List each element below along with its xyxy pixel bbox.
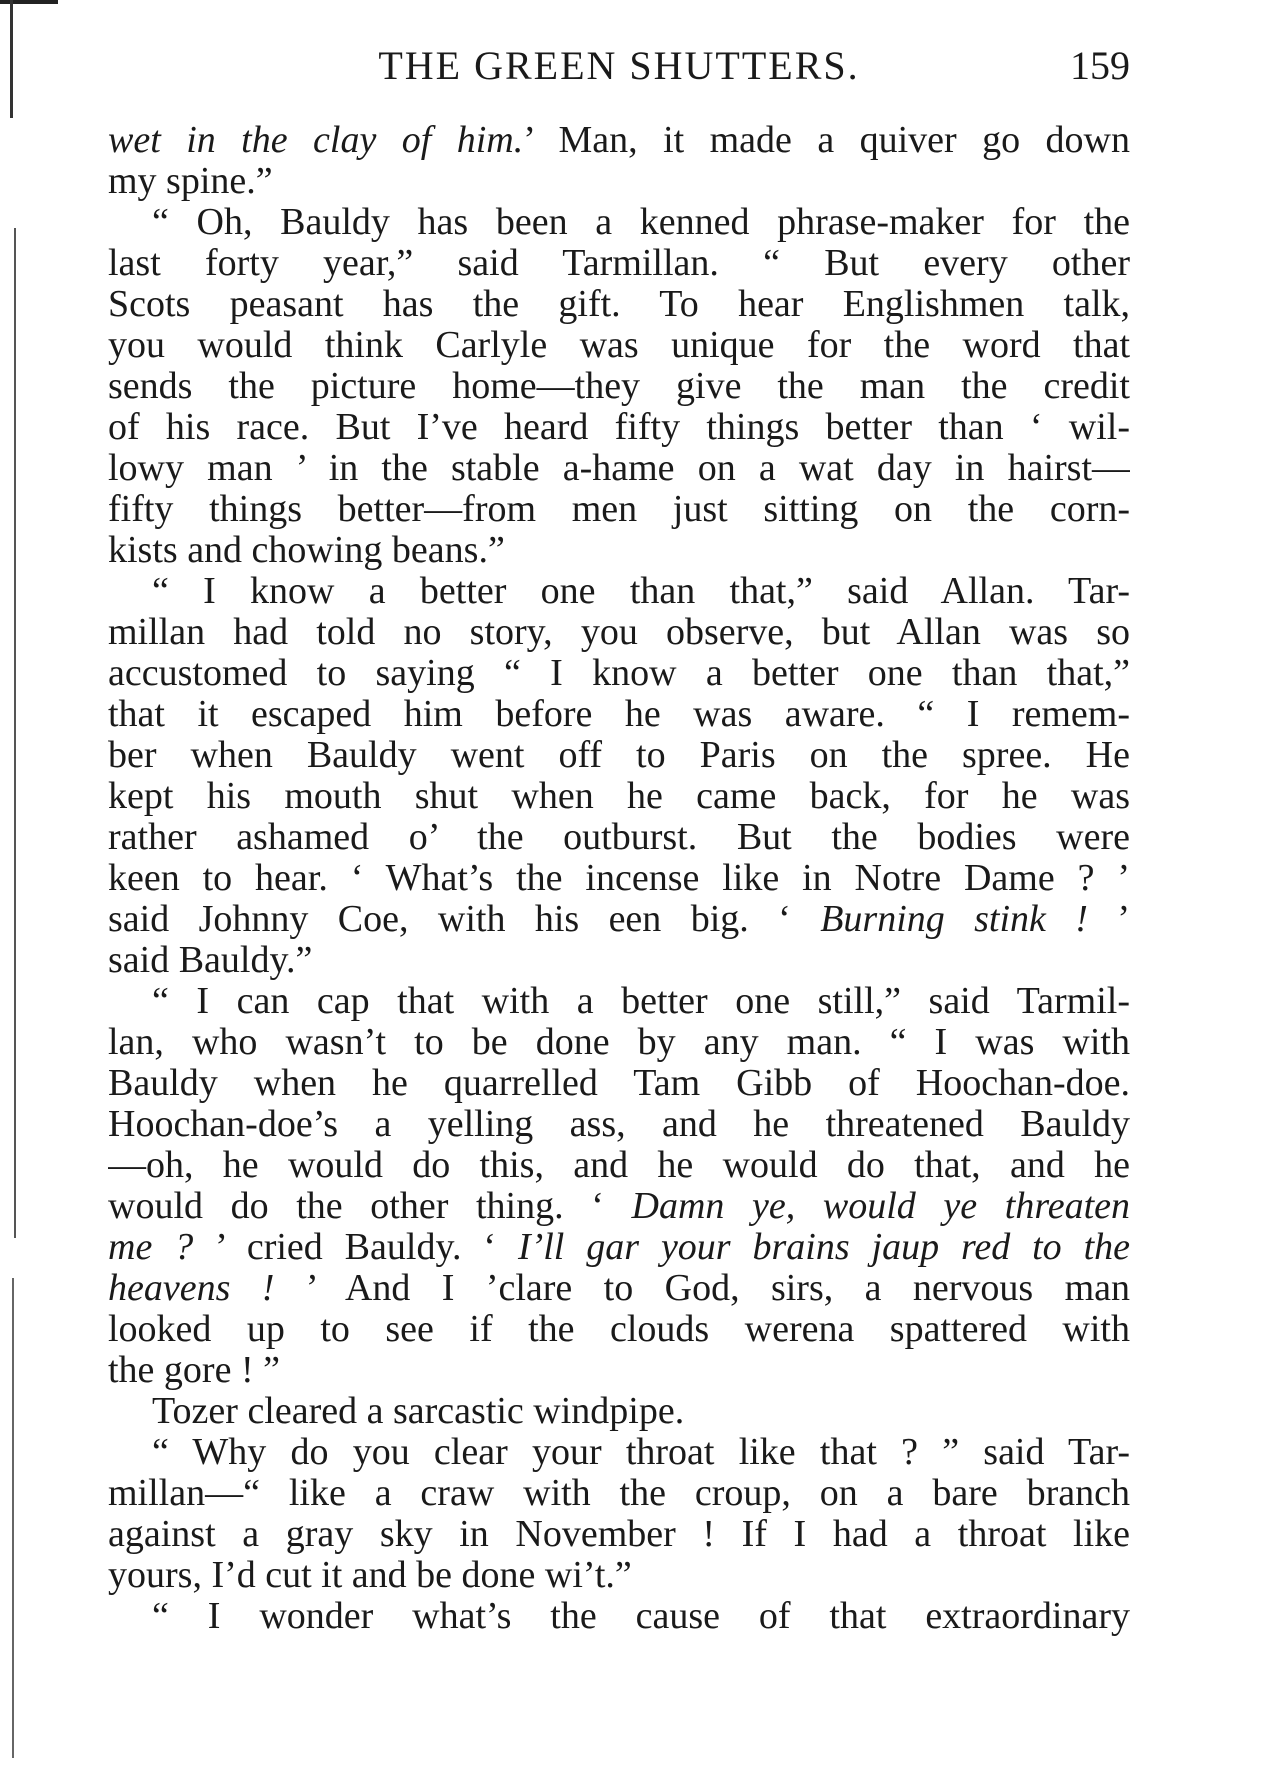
text-run: “ Why do you clear your throat like that ? ” said Tar-	[152, 1432, 1130, 1473]
text-run: ’	[1087, 899, 1130, 940]
text-line	[108, 1596, 1130, 1637]
text-run: Tozer cleared a sarcastic windpipe.	[152, 1391, 685, 1432]
text-line	[108, 284, 1130, 325]
text-run: keen to hear. ‘ What’s the incense like in Notre Dame ? ’	[108, 858, 1130, 899]
text-run: last forty year,” said Tarmillan. “ But every other	[108, 243, 1130, 284]
running-head	[108, 38, 1130, 94]
italic-run: Burning stink !	[820, 899, 1088, 940]
text-run: Scots peasant has the gift. To hear Englishmen talk,	[108, 284, 1130, 325]
text-line	[108, 448, 1130, 489]
italic-run: Damn ye, would ye threaten	[631, 1186, 1130, 1227]
scan-edge-left	[10, 0, 13, 118]
text-line	[108, 1473, 1130, 1514]
text-line	[108, 1514, 1130, 1555]
italic-run: me ?	[108, 1227, 194, 1268]
text-line	[108, 694, 1130, 735]
text-line	[108, 981, 1130, 1022]
text-run: said Johnny Coe, with his een big. ‘	[108, 899, 821, 940]
text-line	[108, 1145, 1130, 1186]
text-run: lowy man ’ in the stable a-hame on a wat day in hairst—	[108, 448, 1130, 489]
text-line	[108, 735, 1130, 776]
text-line	[108, 366, 1130, 407]
page-number: 159	[1070, 43, 1130, 88]
text-run: kept his mouth shut when he came back, for he was	[108, 776, 1130, 817]
text-run: ’ Man, it made a quiver go down	[523, 120, 1130, 161]
text-line	[108, 1104, 1130, 1145]
text-line	[108, 1186, 1130, 1227]
text-line	[108, 407, 1130, 448]
text-line	[108, 202, 1130, 243]
text-line	[108, 120, 1130, 161]
text-line	[108, 653, 1130, 694]
text-run: lan, who wasn’t to be done by any man. “ I was with	[108, 1022, 1130, 1063]
text-run: millan—“ like a craw with the croup, on a bare branch	[108, 1473, 1130, 1514]
text-run: “ I can cap that with a better one still,” said Tarmil-	[152, 981, 1130, 1022]
text-line	[108, 1350, 1130, 1391]
text-line	[108, 1391, 1130, 1432]
text-line	[108, 530, 1130, 571]
text-line	[108, 161, 1130, 202]
text-run: said Bauldy.”	[108, 940, 313, 981]
text-line	[108, 1063, 1130, 1104]
text-run: kists and chowing beans.”	[108, 530, 505, 571]
text-run: you would think Carlyle was unique for the word that	[108, 325, 1130, 366]
text-line	[108, 776, 1130, 817]
text-line	[108, 1432, 1130, 1473]
text-run: against a gray sky in November ! If I had a throat like	[108, 1514, 1130, 1555]
text-run: millan had told no story, you observe, but Allan was so	[108, 612, 1130, 653]
text-run: ber when Bauldy went off to Paris on the spree. He	[108, 735, 1130, 776]
text-line	[108, 1309, 1130, 1350]
text-run: rather ashamed o’ the outburst. But the bodies were	[108, 817, 1130, 858]
text-run: yours, I’d cut it and be done wi’t.”	[108, 1555, 632, 1596]
text-run: ’ And I ’clare to God, sirs, a nervous man	[274, 1268, 1130, 1309]
text-run: sends the picture home—they give the man the credit	[108, 366, 1130, 407]
text-line	[108, 940, 1130, 981]
scan-edge-left-lower	[14, 228, 16, 1238]
text-run: would do the other thing. ‘	[108, 1186, 632, 1227]
text-run: “ I wonder what’s the cause of that extraordinary	[152, 1596, 1130, 1637]
text-run: my spine.”	[108, 161, 273, 202]
text-run: —oh, he would do this, and he would do that, and he	[108, 1145, 1130, 1186]
text-line	[108, 489, 1130, 530]
text-run: ’ cried Bauldy. ‘	[193, 1227, 518, 1268]
text-line	[108, 858, 1130, 899]
text-line	[108, 1555, 1130, 1596]
text-run: the gore ! ”	[108, 1350, 280, 1391]
text-run: “ I know a better one than that,” said Allan. Tar-	[152, 571, 1130, 612]
text-line	[108, 899, 1130, 940]
text-line	[108, 1022, 1130, 1063]
text-line	[108, 1268, 1130, 1309]
text-run: Hoochan-doe’s a yelling ass, and he threatened Bauldy	[108, 1104, 1130, 1145]
italic-run: wet in the clay of him.	[108, 120, 524, 161]
text-run: Bauldy when he quarrelled Tam Gibb of Hoochan-doe.	[108, 1063, 1130, 1104]
scan-edge-left-bottom	[12, 1278, 14, 1758]
text-line	[108, 571, 1130, 612]
italic-run: I’ll gar your brains jaup red to the	[517, 1227, 1130, 1268]
text-run: fifty things better—from men just sitting on the corn-	[108, 489, 1130, 530]
text-line	[108, 817, 1130, 858]
text-run: accustomed to saying “ I know a better one than that,”	[108, 653, 1130, 694]
text-line	[108, 325, 1130, 366]
text-line	[108, 243, 1130, 284]
text-run: of his race. But I’ve heard fifty things better than ‘ wil-	[108, 407, 1130, 448]
running-title: THE GREEN SHUTTERS.	[378, 43, 860, 88]
scan-edge-top	[0, 0, 58, 4]
text-run: “ Oh, Bauldy has been a kenned phrase-maker for the	[152, 202, 1130, 243]
italic-run: heavens !	[108, 1268, 275, 1309]
text-run: that it escaped him before he was aware. “ I remem-	[108, 694, 1130, 735]
body-text	[108, 120, 1130, 1637]
text-run: looked up to see if the clouds werena spattered with	[108, 1309, 1130, 1350]
text-line	[108, 612, 1130, 653]
text-line	[108, 1227, 1130, 1268]
